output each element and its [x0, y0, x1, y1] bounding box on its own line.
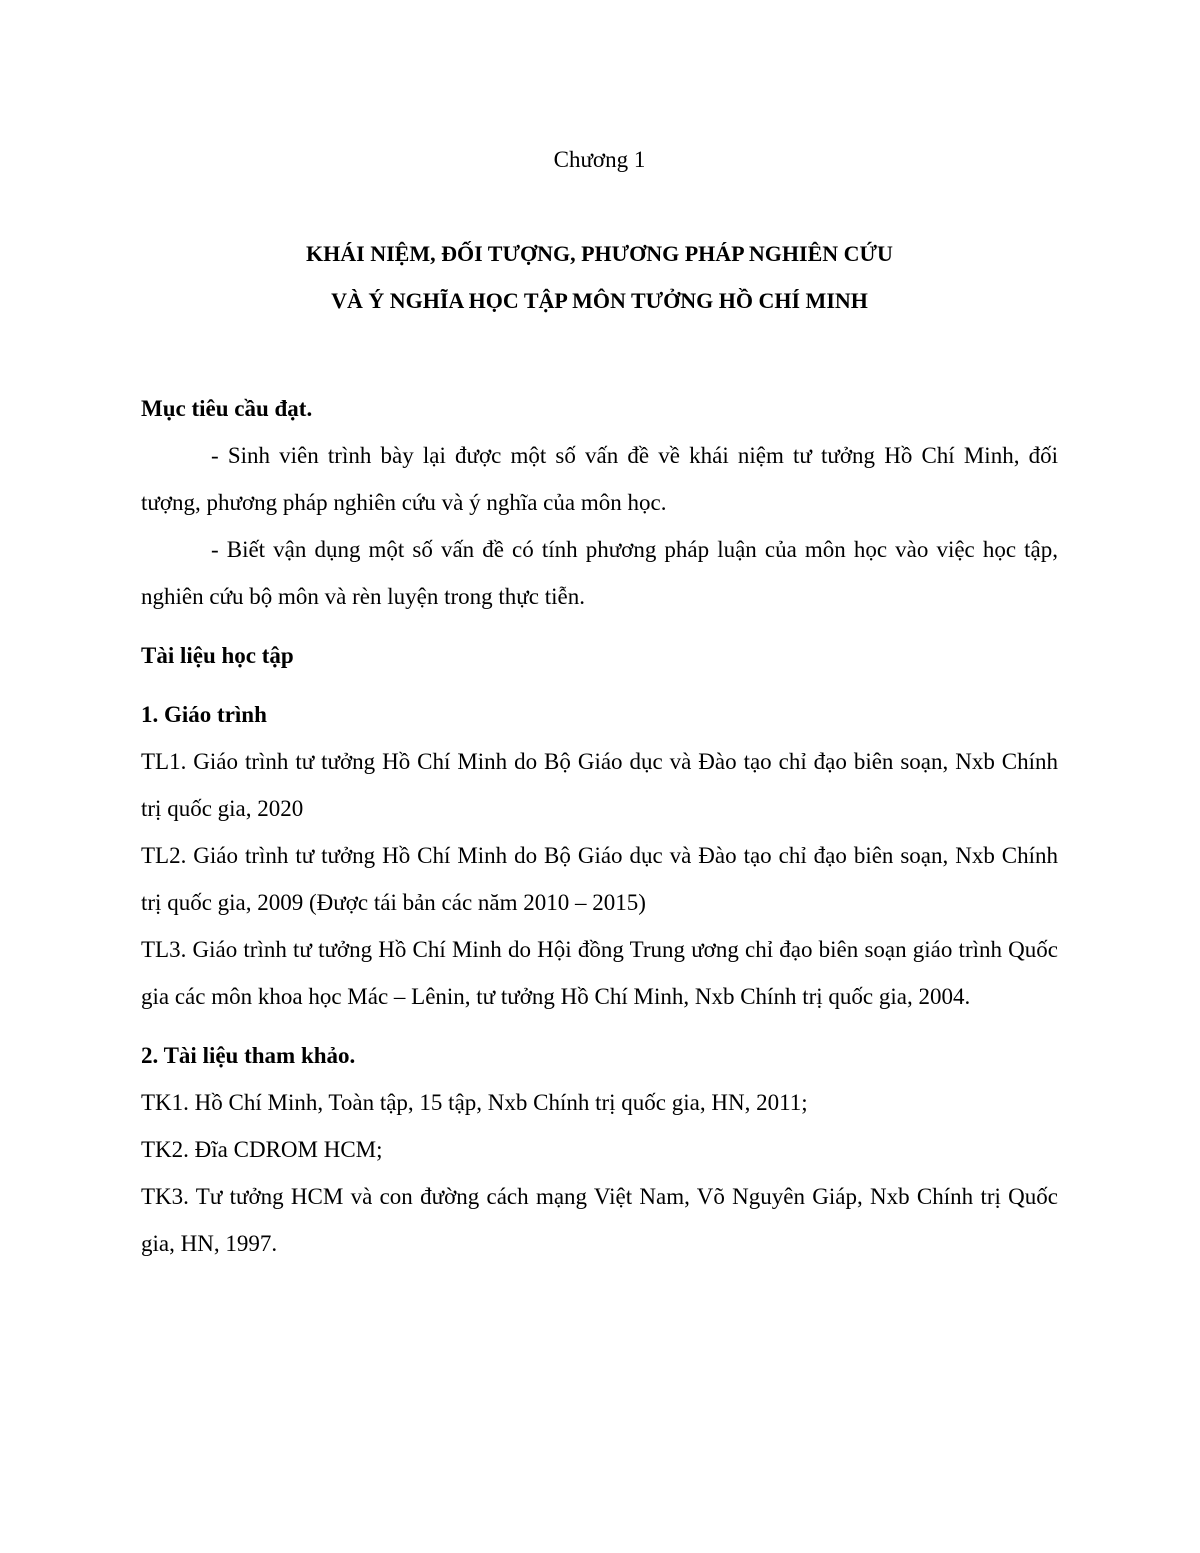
objective-item: - Sinh viên trình bày lại được một số vấn đề về khái niệm tư tưởng Hồ Chí Minh, đối tượng, phương pháp nghiên cứu và ý nghĩa của môn học. [141, 443, 1058, 515]
chapter-label: Chương 1 [553, 147, 646, 172]
chapter-title [141, 230, 1058, 324]
textbooks-heading: 1. Giáo trình [141, 702, 267, 727]
page-content [141, 140, 1058, 1267]
reference-item: TK2. Đĩa CDROM HCM; [141, 1137, 383, 1162]
materials-heading: Tài liệu học tập [141, 643, 294, 668]
textbook-item: TL3. Giáo trình tư tưởng Hồ Chí Minh do Hội đồng Trung ương chỉ đạo biên soạn giáo trình Quốc gia các môn khoa học Mác – Lênin, tư tưởng Hồ Chí Minh, Nxb Chính trị quốc gia, 2004. [141, 937, 1058, 1009]
textbook-item: TL2. Giáo trình tư tưởng Hồ Chí Minh do Bộ Giáo dục và Đào tạo chỉ đạo biên soạn, Nxb Chính trị quốc gia, 2009 (Được tái bản các năm 2010 – 2015) [141, 843, 1058, 915]
references-heading: 2. Tài liệu tham khảo. [141, 1043, 356, 1068]
chapter-title-line-2: VÀ Ý NGHĨA HỌC TẬP MÔN TƯỞNG HỒ CHÍ MINH [331, 288, 868, 313]
objective-item: - Biết vận dụng một số vấn đề có tính phương pháp luận của môn học vào việc học tập, nghiên cứu bộ môn và rèn luyện trong thực tiễn. [141, 537, 1058, 609]
textbook-item: TL1. Giáo trình tư tưởng Hồ Chí Minh do Bộ Giáo dục và Đào tạo chỉ đạo biên soạn, Nxb Chính trị quốc gia, 2020 [141, 749, 1058, 821]
reference-item: TK1. Hồ Chí Minh, Toàn tập, 15 tập, Nxb Chính trị quốc gia, HN, 2011; [141, 1090, 808, 1115]
objectives-heading: Mục tiêu cầu đạt. [141, 396, 313, 421]
chapter-title-line-1: KHÁI NIỆM, ĐỐI TƯỢNG, PHƯƠNG PHÁP NGHIÊN CỨU [306, 241, 893, 266]
reference-item: TK3. Tư tưởng HCM và con đường cách mạng Việt Nam, Võ Nguyên Giáp, Nxb Chính trị Quốc gia, HN, 1997. [141, 1184, 1058, 1256]
